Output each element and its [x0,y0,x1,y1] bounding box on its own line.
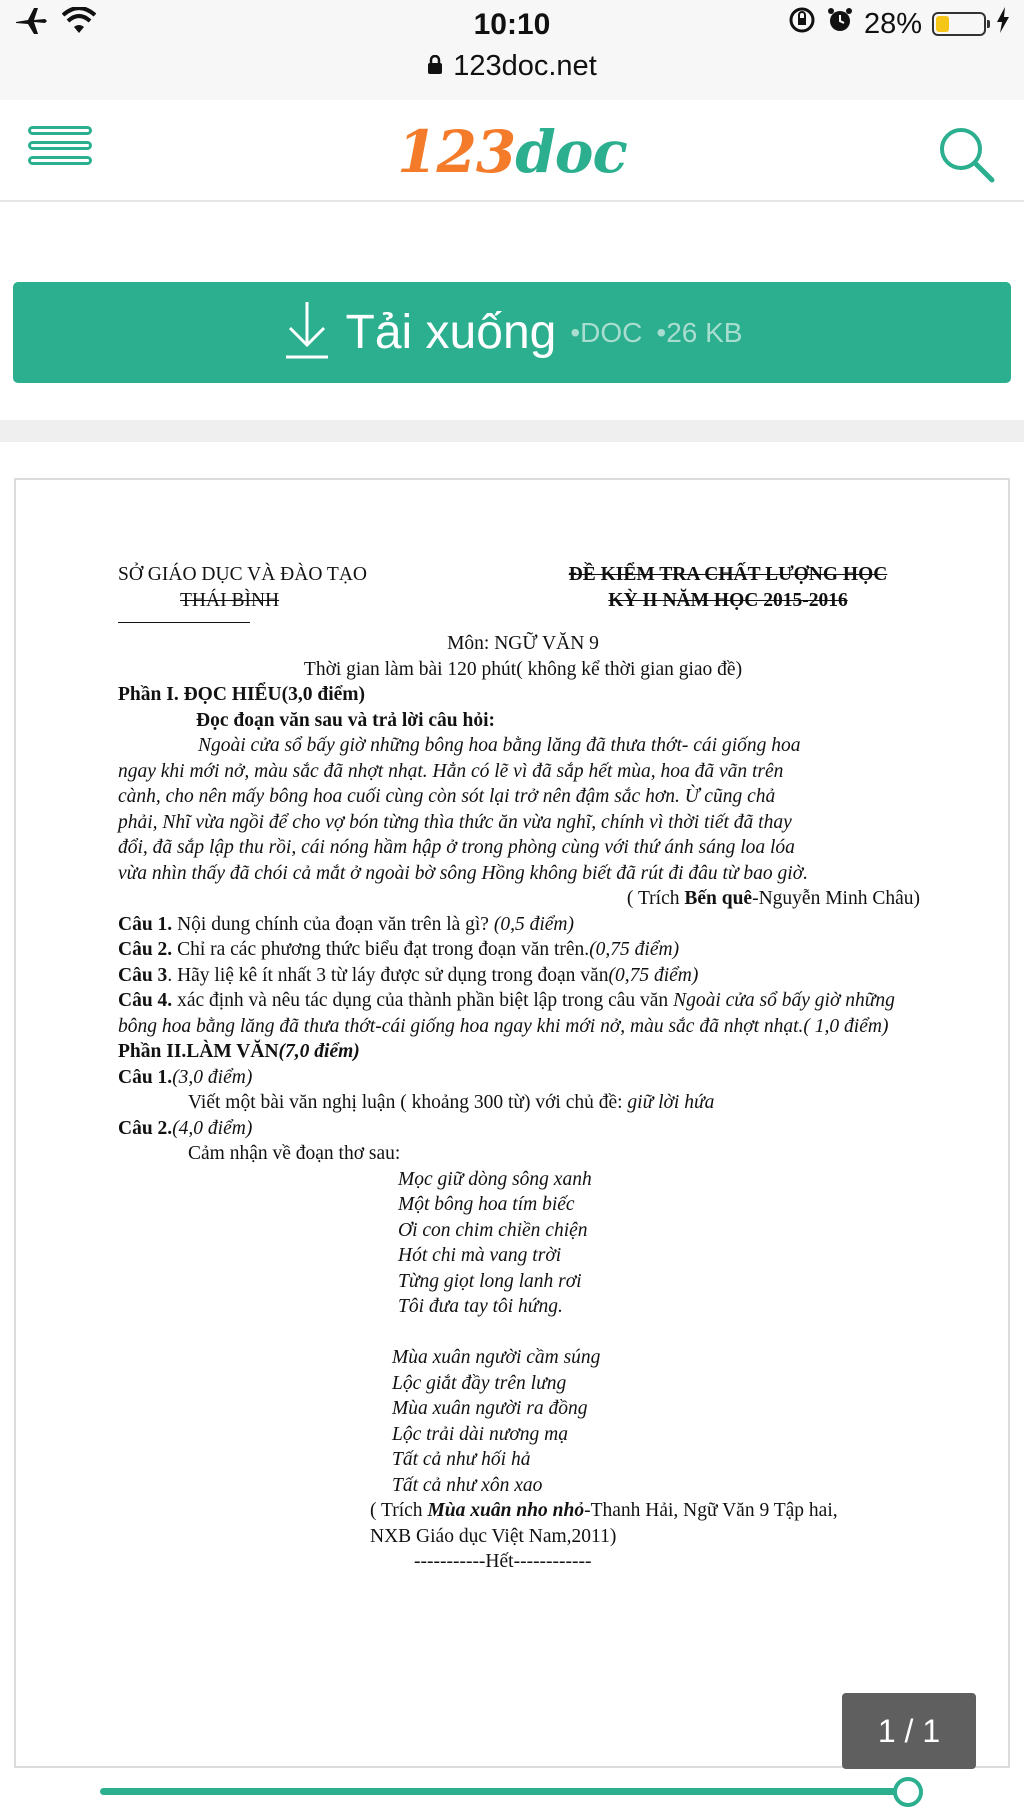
divider-line [118,622,250,623]
passage-line: ngay khi mới nở, màu sắc đã nhợt nhạt. Hẳn có lẽ vì đã sắp hết mùa, hoa đã vãn trên [118,760,784,782]
status-time: 10:10 [473,8,551,41]
page-scroll-track[interactable] [100,1788,908,1795]
site-header [0,100,1024,202]
url-text: 123doc.net [453,50,597,82]
poem-line: Tôi đưa tay tôi hứng. [398,1296,563,1317]
page-scroll-handle[interactable] [893,1777,923,1807]
instruction: Đọc đoạn văn sau và trả lời câu hỏi: [196,709,495,731]
passage-line: vừa nhìn thấy đã chói cả mắt ở ngoài bờ sông Hồng không biết đã rút đi đâu từ bao giờ. [118,862,808,884]
logo-word: doc [515,118,627,186]
alarm-icon [826,6,854,42]
download-button[interactable] [13,282,1011,383]
p2-question-1: Câu 1.(3,0 điểm) [118,1066,253,1088]
poem-source: ( Trích Mùa xuân nho nhỏ-Thanh Hải, Ngữ Văn 9 Tập hai, [370,1500,838,1521]
download-size: •26 KB [656,316,743,348]
logo-number: 123 [397,118,516,186]
poem-stanza-2 [118,1345,928,1498]
lock-icon [427,50,443,83]
section-divider [0,420,1024,442]
duration: Thời gian làm bài 120 phút( không kể thời gian giao đề) [303,658,743,680]
passage [118,733,928,886]
download-label: Tải xuống [345,306,557,359]
question-4: Câu 4. xác định và nêu tác dụng của thành phần biệt lập trong câu văn Ngoài cửa sổ bấy giờ những bông hoa bằng lăng đã thưa thớt-cái giống hoa ngay khi mới nở, màu sắc đã nhợt nhạt.( 1,0 điểm) [118,990,895,1037]
part1-title: Phần I. ĐỌC HIỂU(3,0 điểm) [118,684,366,705]
exam-line-2: KỲ II NĂM HỌC 2015-2016 [608,589,848,611]
p2-question-1-text: Viết một bài văn nghị luận ( khoảng 300 từ) với chủ đề: giữ lời hứa [188,1092,715,1113]
poem-line: Tất cả như hối hả [392,1449,531,1470]
poem-line: Lộc giắt đầy trên lưng [392,1372,567,1394]
poem-line: Mùa xuân người ra đồng [392,1398,588,1419]
doc-header [118,562,928,612]
poem-line: Một bông hoa tím biếc [398,1194,575,1215]
rotation-lock-icon [788,6,816,42]
p2-question-2: Câu 2.(4,0 điểm) [118,1117,253,1139]
poem-line: Hót chi mà vang trời [398,1245,562,1266]
battery-icon [932,12,986,36]
passage-line: phải, Nhĩ vừa ngồi để cho vợ bón từng thìa thức ăn vừa nghĩ, chính vì thời tiết đã thay [118,811,792,833]
question-3: Câu 3. Hãy liệ kê ít nhất 3 từ láy được sử dụng trong đoạn văn(0,75 điểm) [118,964,699,986]
passage-line: cành, cho nên mấy bông hoa cuối cùng còn sót lại trở nên đậm sắc hơn. Ừ cũng chả [118,786,776,807]
passage-line: Ngoài cửa sổ bấy giờ những bông hoa bằng lăng đã thưa thớt- cái giống hoa [198,735,801,756]
end-mark: -----------Hết------------ [414,1551,592,1572]
poem-line: Từng giọt long lanh rơi [398,1270,582,1292]
org-line-1: SỞ GIÁO DỤC VÀ ĐÀO TẠO [118,564,367,585]
passage-source: ( Trích Bến quê-Nguyễn Minh Châu) [626,888,920,909]
poem-spacer [118,1320,928,1346]
url-bar[interactable] [0,50,1024,83]
status-right [788,6,1010,42]
poem-line: Mọc giữ dòng sông xanh [398,1168,592,1190]
download-icon [282,300,332,365]
subject: Môn: NGỮ VĂN 9 [447,633,599,654]
exam-line-1: ĐỀ KIỂM TRA CHẤT LƯỢNG HỌC [568,564,888,585]
search-button[interactable] [934,122,998,186]
poem-line: Lộc trải dài nương mạ [392,1423,568,1445]
poem-line: Ơi con chim chiền chiện [398,1219,588,1241]
part2-title: Phần II.LÀM VĂN(7,0 điểm) [118,1041,360,1062]
search-icon [934,122,998,186]
question-1: Câu 1. Nội dung chính của đoạn văn trên là gì? (0,5 điểm) [118,913,574,935]
battery-level [936,16,949,32]
poem-stanza-1 [118,1167,928,1320]
passage-line: đổi, đã sắp lập thu rồi, cái nóng hầm hập ở trong phòng cùng với thứ ánh sáng loa lóa [118,837,795,858]
p2-question-2-text: Cảm nhận về đoạn thơ sau: [188,1143,401,1164]
status-bar [0,0,1024,101]
poem-source-line-2: NXB Giáo dục Việt Nam,2011) [370,1525,617,1547]
document-content [118,562,928,1575]
site-logo[interactable] [0,118,1024,186]
download-format: •DOC [570,316,643,348]
org-line-2: THÁI BÌNH [180,589,280,611]
charging-icon [996,7,1010,41]
battery-percent: 28% [863,7,922,40]
doc-org [118,562,418,613]
doc-exam-title [538,562,918,613]
page-indicator: 1 / 1 [842,1693,976,1769]
poem-line: Mùa xuân người cầm súng [392,1347,601,1368]
poem-line: Tất cả như xôn xao [392,1474,543,1496]
question-2: Câu 2. Chỉ ra các phương thức biểu đạt trong đoạn văn trên.(0,75 điểm) [118,939,680,960]
